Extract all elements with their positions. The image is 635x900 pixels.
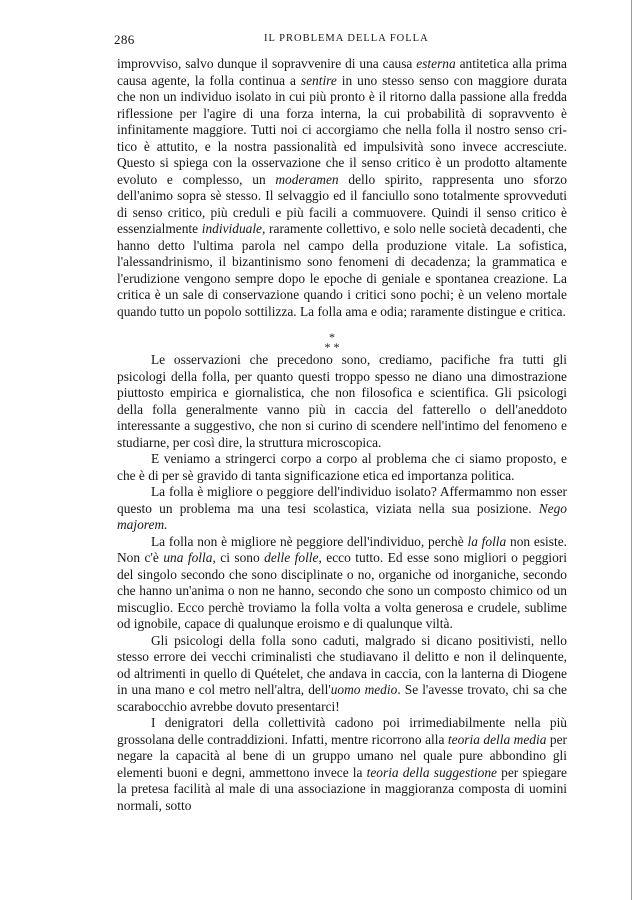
paragraph: [117, 633, 567, 716]
asterism-bottom: * *: [324, 340, 340, 354]
text-run: . Se l'avesse trovato, chi sa che scarabocchio avrebbe dovuto presentarci!: [117, 682, 567, 714]
italic-term: delle folle: [264, 550, 319, 565]
text-run: per spiegare la pretesa facilità al male di una associazione in maggioranza composta di uomini normali, sotto: [117, 764, 568, 813]
paragraph: E veniamo a stringerci corpo a corpo al problema che ci siamo proposto, e che è di per sè gravido di tanta significazione etica ed importanza politica.: [117, 451, 567, 483]
page-edge-line: [631, 0, 632, 900]
italic-term: teoria della suggestione: [366, 764, 497, 780]
italic-term: moderamen: [275, 171, 339, 187]
paragraph: [117, 534, 567, 633]
text-run: La folla è migliore o peggiore dell'individuo isolato? Affermammo non esser questo un problema ma una tesi scolastica, viziata nella sua posizione.: [117, 484, 567, 516]
text-run: improvviso, salvo dunque il sopravvenire di una causa: [117, 56, 417, 71]
text-run: antitetica alla prima causa agente, la folla continua a: [117, 56, 567, 88]
text-run: dello spirito, rappresenta uno sforzo dell'animo sopra sè stesso. Il selvaggio ed il fanciullo sono totalmente sprovveduti di senso critico, più creduli e più facili a commuovere. Quindi il senso critico è essenzialmente: [117, 171, 567, 236]
italic-term: sentire: [300, 72, 337, 88]
paragraph: Le osservazioni che precedono sono, crediamo, pacifiche fra tutti gli psicologi della folla, per quanto questi troppo spesso ne diano una dimostrazione piuttosto empirica e giornalistica, che non filosofica e scientifica. Gli psicologi della folla generalmente vanno più in caccia del fatterello o dell'aneddoto interessante a suggestivo, che non si curino di scendere nell'intimo del fenomeno e studiarne, per così dire, la struttura microscopica.: [117, 352, 567, 450]
italic-term: teoria della media: [447, 731, 547, 747]
text-run: , raramente collettivo, e solo nelle società decadenti, che hanno detto l'ultima parola nel campo della produzione vitale. La sofistica, l'alessandrinismo, il bizantinismo sono fenomeni di decadenza; la grammatica e l'erudizione vengono sempre dopo le epoche di geniale e spontanea creazione. La critica è un sale di conservazione quando i critici sono pochi; è un veleno mortale quando tutto un popolo sottilizza. La folla ama e odia; raramente distingue e critica.: [117, 221, 567, 319]
paragraph: [117, 56, 567, 320]
section-divider-asterism: [312, 332, 352, 352]
text-run: non esiste. Non c'è: [117, 533, 567, 565]
text-run: per negare la capacità al bene di un gruppo umano nel quale pure abbondino gli elementi buoni e degni, ammettono invece la: [117, 731, 568, 780]
paragraph: [117, 484, 567, 534]
running-header: [114, 32, 564, 50]
page-number: 286: [114, 32, 135, 47]
text-run: La folla non è migliore nè peggiore dell'individuo, perchè: [151, 533, 468, 549]
text-run: I denigratori della collettività cadono poi irrimediabilmente nella più grossolana delle contraddizioni. Infatti, mentre ricorrono alla: [117, 715, 567, 747]
italic-term: una folla: [163, 550, 213, 565]
text-run: , ecco tutto. Ed esse sono migliori o peggiori del singolo secondo che sono disciplinate o no, organiche od inorganiche, secondo che hanno un'anima o non ne hanno, secondo che sono un composto chimico od un miscuglio. Ecco perchè troviamo la folla volta a volta generosa e crudele, sublime od ignobile, capace di qualunque eroismo e di qualunque viltà.: [117, 550, 567, 631]
italic-term: esterna: [416, 56, 456, 71]
text-block-upper: [117, 56, 567, 320]
running-title: IL PROBLEMA DELLA FOLLA: [264, 33, 429, 44]
italic-term: la folla: [467, 533, 507, 549]
text-run: Gli psicologi della folla sono caduti, malgrado si dicano positivisti, nello stesso errore dei vecchi criminalisti che studiavano il delitto e non il delinquente, od altrimenti in quello di Quételet, che andava in caccia, con la lanterna di Diogene in una mano e col metro nell'altra, dell': [117, 632, 567, 697]
text-run: in uno stesso senso con maggiore durata che non un individuo isolato in cui più pronto è il ritorno dalla passione alla fredda riflessione per l'agire di una forza interna, la cui probabilità di sopravvento è infinitamente maggiore. Tutti noi ci accorgiamo che nella folla il nostro senso critico è attutito, e la nostra passionalità ed impulsività sono invece accresciute. Questo si spiega con la osservazione che il senso critico è un prodotto altamente evoluto e complesso, un: [117, 72, 567, 187]
text-block-lower: [117, 352, 567, 814]
paragraph: [117, 715, 567, 814]
text-run: , ci sono: [212, 550, 265, 565]
italic-term: Nego majorem.: [117, 500, 567, 532]
italic-term: uomo medio: [330, 682, 398, 697]
asterism-top: *: [329, 330, 335, 344]
italic-term: individuale: [201, 221, 262, 236]
